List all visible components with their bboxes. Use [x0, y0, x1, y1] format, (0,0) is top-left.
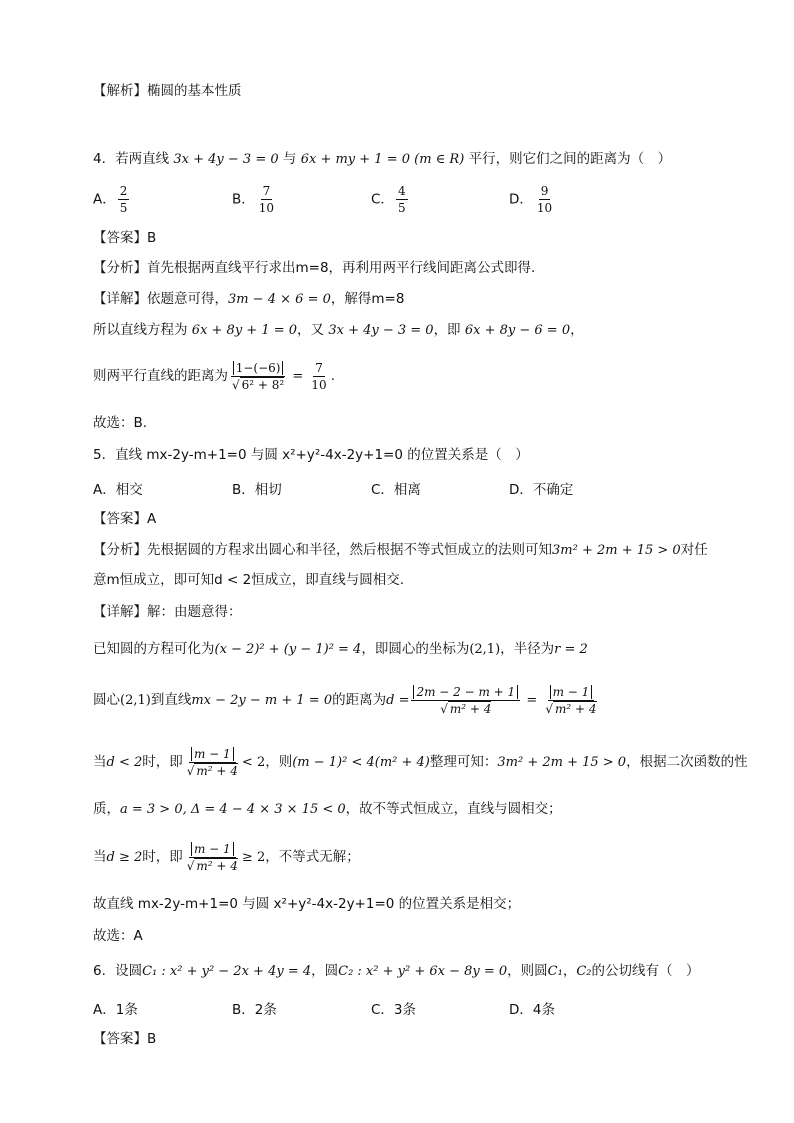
frac-den: 10 [536, 201, 553, 215]
equation: < 2 [241, 755, 266, 770]
equation: 3x + 4y − 3 = 0 [328, 323, 434, 338]
equation: d ≥ 2 [106, 850, 143, 865]
text: 质， [93, 801, 120, 817]
result-fraction [309, 361, 328, 392]
q5-stem [93, 445, 529, 465]
text: ，解得m=8 [330, 291, 405, 307]
option-fraction [535, 184, 554, 215]
text: 时，即 [142, 849, 183, 865]
text: . [330, 368, 335, 384]
q5-detail-line-1 [93, 639, 588, 660]
text: 解：由题意得： [147, 604, 242, 620]
text: 时，即 [142, 754, 183, 770]
option-fraction [118, 184, 130, 215]
q4-mid: 与 [282, 151, 297, 167]
choice-text: 故选：B. [93, 415, 148, 431]
q5-analysis-2 [93, 570, 404, 590]
frac-num: 2 [119, 184, 128, 198]
analysis-text: 椭圆的基本性质 [147, 83, 242, 99]
text: 到直线 [150, 692, 192, 708]
q4-detail-3: 则两平行直线的距离为 $\frac{1-(-6)}{\text{√ 6² + 8²}}$ = $\frac{7}{10}$ . [93, 360, 335, 392]
text: ，不等式无解； [265, 849, 360, 865]
q4-option-b [232, 184, 278, 215]
q6-option-d: D．4条 [509, 1002, 555, 1018]
text: ，又 [297, 322, 325, 338]
text: 的公切线有（ ） [591, 963, 700, 979]
frac-num: 1−(−6) [233, 361, 284, 375]
q5-option-b: B．相切 [232, 482, 282, 498]
distance-fraction-2: $\frac{m - 1}{\text{√ m² + 4}}$ [545, 684, 597, 716]
text: ，圆 [311, 963, 339, 979]
q4-analysis [93, 258, 535, 278]
q4-detail-1 [93, 289, 404, 310]
text: 则两平行直线的距离为 [93, 368, 228, 384]
q4-answer [93, 228, 156, 248]
text: 先根据圆的方程求出圆心和半径，然后根据不等式恒成立的法则可知 [147, 542, 552, 558]
detail-tag: 【详解】 [93, 291, 147, 307]
answer-tag: 【答案】 [93, 511, 147, 527]
text: 意m恒成立，即可知d < 2恒成立，即直线与圆相交. [93, 572, 404, 588]
q5-analysis-1 [93, 540, 708, 561]
text: ，即圆心的坐标为 [361, 641, 470, 657]
q4-post: 平行，则它们之间的距离为（ ） [468, 151, 672, 167]
q5-stem-text: 直线 mx-2y-m+1=0 与圆 x²+y²-4x-2y+1=0 的位置关系是（ ） [115, 447, 529, 463]
equation: a = 3 > 0, Δ = 4 − 4 × 3 × 15 < 0 [120, 802, 346, 817]
frac-den: 5 [397, 201, 406, 215]
frac-num: 4 [397, 184, 406, 198]
frac-num: m − 1 [191, 747, 234, 761]
choice-text: 故选：A [93, 928, 143, 944]
q4-eq2: 6x + my + 1 = 0 (m ∈ R) [300, 152, 465, 167]
text: ，则 [265, 754, 293, 770]
text: 所以直线方程为 [93, 322, 188, 338]
q5-conclusion [93, 894, 520, 914]
q6-answer [93, 1029, 156, 1049]
q5-detail-line-4 [93, 799, 562, 820]
answer-tag: 【答案】 [93, 230, 147, 246]
analysis-tag: 【解析】 [93, 83, 147, 99]
frac-num: 2m − 2 − m + 1 [413, 685, 518, 699]
answer-value: A [147, 511, 157, 527]
equation: 3m − 4 × 6 = 0 [228, 292, 331, 307]
text: 依题意可得， [147, 291, 228, 307]
frac-den: 10 [311, 377, 327, 392]
q5-option-a: A．相交 [93, 482, 143, 498]
distance-fraction: $\frac{1-(-6)}{\text{√ 6² + 8²}}$ [232, 360, 285, 392]
analysis-tag: 【分析】 [93, 260, 147, 276]
text: 设圆 [115, 963, 143, 979]
analysis-text: 首先根据两直线平行求出m=8，再利用两平行线间距离公式即得. [147, 260, 536, 276]
q5-option-c: C．相离 [371, 482, 421, 498]
condition-fraction: $\frac{m - 1}{\text{√ m² + 4}}$ [186, 841, 238, 873]
text: 的距离为 [332, 692, 387, 708]
q5-choice [93, 926, 143, 946]
q5-detail-line-5 [93, 840, 360, 875]
q4-stem [93, 149, 671, 170]
equation: C₁ : x² + y² − 2x + 4y = 4 [142, 964, 312, 979]
q4-pre: 若两直线 [115, 151, 170, 167]
equation: (2,1) [469, 642, 501, 657]
condition-fraction: $\frac{m - 1}{\text{√ m² + 4}}$ [186, 746, 238, 778]
equation: d < 2 [106, 755, 143, 770]
q4-option-c [371, 184, 410, 215]
option-fraction [257, 184, 276, 215]
frac-den: 5 [119, 201, 128, 215]
text: ， [570, 322, 584, 338]
equation: d = [386, 693, 410, 708]
q6-stem [93, 961, 700, 982]
equation: r = 2 [554, 642, 588, 657]
answer-value: B [147, 1031, 157, 1047]
equation: 6x + 8y − 6 = 0 [464, 323, 571, 338]
q5-detail-intro [93, 602, 242, 622]
frac-num: m − 1 [550, 685, 593, 699]
q4-eq1: 3x + 4y − 3 = 0 [173, 152, 279, 167]
option-label: A． [93, 191, 116, 208]
frac-den: 10 [258, 201, 275, 215]
text: 当 [93, 754, 107, 770]
text: 整理可知： [429, 754, 498, 770]
frac-den: m² + 4 [196, 858, 238, 873]
equation: mx − 2y − m + 1 = 0 [191, 693, 333, 708]
frac-num: 7 [315, 360, 323, 375]
equation: C₁ [547, 964, 563, 979]
q4-detail-2 [93, 320, 584, 341]
q4-option-a [93, 184, 131, 215]
q6-option-a: A．1条 [93, 1002, 138, 1018]
analysis-tag: 【分析】 [93, 542, 147, 558]
equation: C₂ : x² + y² + 6x − 8y = 0 [338, 964, 508, 979]
equation: 3m² + 2m + 15 > 0 [497, 755, 627, 770]
q6-option-c: C．3条 [371, 1002, 417, 1018]
option-label: B． [232, 191, 255, 208]
answer-value: B [147, 230, 157, 246]
q5-option-d: D．不确定 [509, 482, 574, 498]
frac-num: m − 1 [191, 842, 234, 856]
q4-choice [93, 413, 147, 433]
q5-detail-line-2: 圆心(2,1)到直线mx − 2y − m + 1 = 0的距离为d = $\frac{2m - 2 - m + 1}{\text{√ m² + 4}}$ = $\frac{m - 1}{\text{√ m² + 4}}$ [93, 684, 597, 716]
q5-number: 5． [93, 447, 116, 463]
frac-den: m² + 4 [449, 701, 492, 716]
equation: 3m² + 2m + 15 > 0 [552, 543, 681, 558]
text: ，根据二次函数的性 [626, 754, 748, 770]
text: ，半径为 [500, 641, 555, 657]
text: ， [562, 963, 577, 979]
text: 故直线 mx-2y-m+1=0 与圆 x²+y²-4x-2y+1=0 的位置关系是相交； [93, 896, 521, 912]
option-label: D． [509, 191, 533, 208]
frac-num: 9 [540, 184, 549, 198]
equation: (m − 1)² < 4(m² + 4) [292, 755, 430, 770]
q5-detail-line-3 [93, 745, 748, 780]
frac-den: m² + 4 [555, 701, 597, 716]
detail-tag: 【详解】 [93, 604, 147, 620]
text: 对任 [680, 542, 708, 558]
frac-num: 7 [262, 184, 271, 198]
text: 圆心 [93, 692, 120, 708]
equation: (2,1) [120, 693, 151, 708]
text: 已知圆的方程可化为 [93, 641, 215, 657]
prev-analysis-line [93, 81, 242, 101]
text: ，即 [433, 322, 461, 338]
distance-fraction-1: $\frac{2m - 2 - m + 1}{\text{√ m² + 4}}$ [411, 685, 520, 716]
equation: ≥ 2 [241, 850, 266, 865]
equation: 6x + 8y + 1 = 0 [191, 323, 298, 338]
option-label: C． [371, 191, 394, 208]
q6-number: 6． [93, 963, 116, 979]
answer-tag: 【答案】 [93, 1031, 147, 1047]
q4-option-d [509, 184, 556, 215]
frac-den: m² + 4 [196, 763, 238, 778]
equation: C₂ [576, 964, 592, 979]
equation: (x − 2)² + (y − 1)² = 4 [214, 642, 362, 657]
frac-den: 6² + 8² [241, 377, 285, 392]
text: ，则圆 [507, 963, 548, 979]
text: 当 [93, 849, 107, 865]
text: ，故不等式恒成立，直线与圆相交； [345, 801, 562, 817]
option-fraction [396, 184, 408, 215]
q6-option-b: B．2条 [232, 1002, 277, 1018]
q5-answer [93, 509, 156, 529]
q4-number: 4． [93, 151, 116, 167]
